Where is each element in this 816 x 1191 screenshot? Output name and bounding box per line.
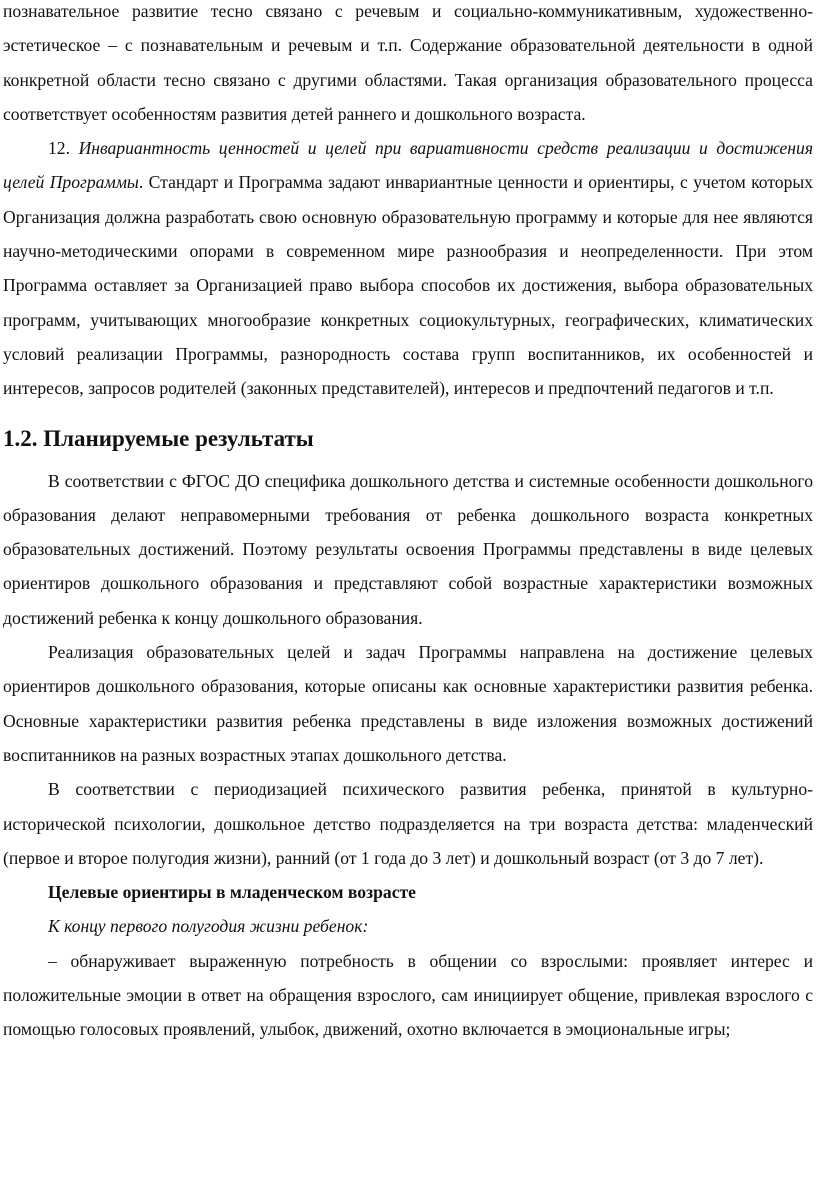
- paragraph-periodization: В соответствии с периодизацией психического развития ребенка, принятой в культурно-исторической психологии, дошкольное детство подразделяется на три возраста детства: младенческий (первое и второе полугодия жизни), ранний (от 1 года до 3 лет) и дошкольный возраст (от 3 до 7 лет).: [3, 779, 813, 868]
- italic-lead: [3, 909, 813, 943]
- item-number: 12.: [48, 138, 70, 159]
- italic-lead-text: К концу первого полугодия жизни ребенок:: [48, 916, 369, 937]
- subheading-infant: Целевые ориентиры в младенческом возрасте: [48, 882, 416, 903]
- paragraph-goals: Реализация образовательных целей и задач Программы направлена на достижение целевых ориентиров дошкольного образования, которые описаны как основные характеристики развития ребенка. Основные характеристики развития ребенка представлены в виде изложения возможных достижений воспитанников на разных возрастных этапах дошкольного детства.: [3, 642, 813, 765]
- italic-term: Инвариантность ценностей и целей при вариативности средств реализации и достижения целей Программы: [3, 138, 813, 193]
- paragraph-invariance: [3, 131, 813, 405]
- paragraph-invariance-text: . Стандарт и Программа задают инвариантные ценности и ориентиры, с учетом которых Организация должна разработать свою основную образовательную программу и которые для нее являются научно-методическими опорами в современном мире разнообразия и неопределенности. При этом Программа оставляет за Организацией право выбора способов их достижения, выбора образовательных программ, учитывающих многообразие конкретных социокультурных, географических, климатических условий реализации Программы, разнородность состава групп воспитанников, их особенностей и интересов, запросов родителей (законных представителей), интересов и предпочтений педагогов и т.п.: [3, 172, 813, 399]
- paragraph-communication: – обнаруживает выраженную потребность в общении со взрослыми: проявляет интерес и положительные эмоции в ответ на обращения взрослого, сам инициирует общение, привлекая взрослого с помощью голосовых проявлений, улыбок, движений, охотно включается в эмоциональные игры;: [3, 950, 813, 1040]
- paragraph-fgos: В соответствии с ФГОС ДО специфика дошкольного детства и системные особенности дошкольного образования делают неправомерными требования от ребенка дошкольного возраста конкретных образовательных достижений. Поэтому результаты освоения Программы представлены в виде целевых ориентиров дошкольного образования и представляют собой возрастные характеристики возможных достижений ребенка к концу дошкольного образования.: [3, 470, 813, 628]
- section-heading: 1.2. Планируемые результаты: [3, 425, 314, 451]
- paragraph-integration: познавательное развитие тесно связано с речевым и социально-коммуникативным, художественно-эстетическое – с познавательным и речевым и т.п. Содержание образовательной деятельности в одной конкретной области тесно связано с другими областями. Такая организация образовательного процесса соответствует особенностям развития детей раннего и дошкольного возраста.: [3, 1, 813, 124]
